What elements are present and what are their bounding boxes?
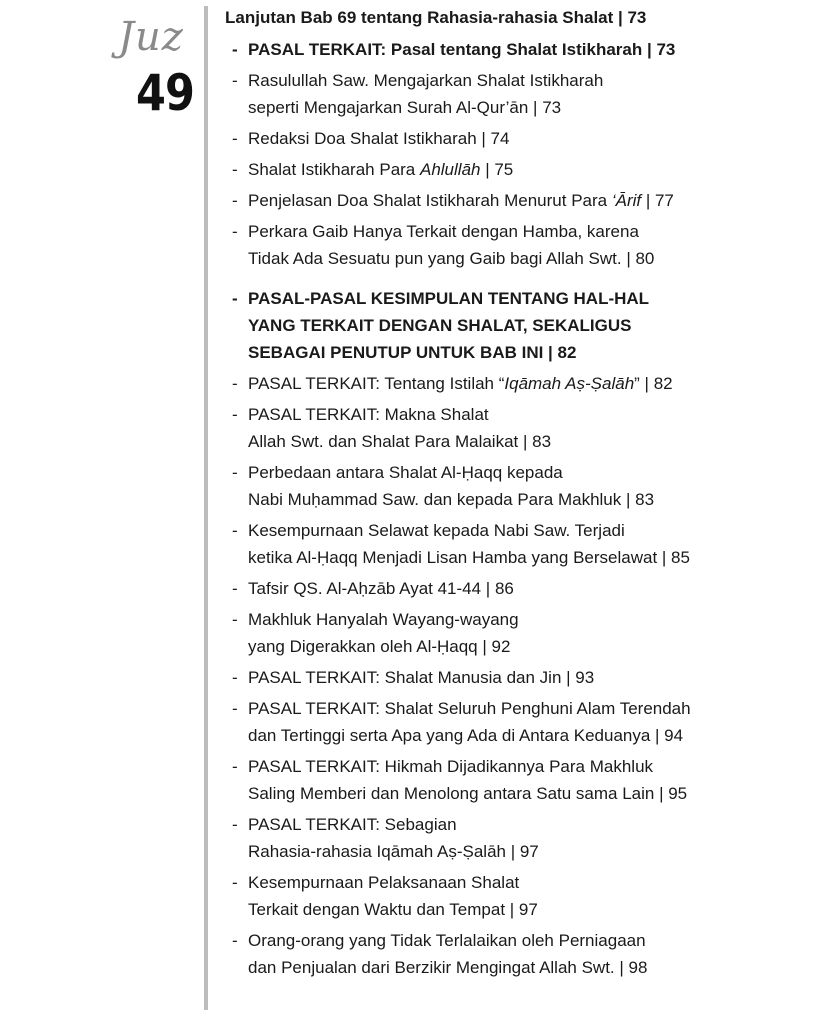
juz-number: 49 [136,64,195,122]
toc-entry-text: yang Digerakkan oleh Al-Ḥaqq | 92 [248,637,511,656]
toc-entry [225,187,825,214]
toc-entry-line [248,459,825,486]
toc-entry-text: Perbedaan antara Shalat Al-Ḥaqq kepada [248,463,563,482]
list-dash: - [232,521,238,540]
list-dash: - [232,931,238,950]
list-dash: - [232,463,238,482]
toc-entry-line [248,312,825,339]
toc-entry [225,869,825,923]
toc-entry [225,459,825,513]
list-dash: - [232,129,238,148]
list-dash: - [232,757,238,776]
toc-entry-line [248,544,825,571]
table-of-contents [225,6,825,985]
toc-entry-text: PASAL TERKAIT: Pasal tentang Shalat Istikharah | 73 [248,40,676,59]
toc-entry-text: PASAL TERKAIT: Sebagian [248,815,457,834]
toc-entry-italic-text: Iqāmah Aṣ-Ṣalāh [504,374,635,393]
toc-entry-text: Orang-orang yang Tidak Terlalaikan oleh Perniagaan [248,931,646,950]
toc-entry [225,67,825,121]
toc-entry-line [248,896,825,923]
list-dash: - [232,222,238,241]
toc-entry-text: Shalat Istikharah Para [248,160,420,179]
toc-entry-text: | 75 [480,160,514,179]
toc-entry-text: Rahasia-rahasia Iqāmah Aṣ-Ṣalāh | 97 [248,842,539,861]
toc-entry-line [248,370,825,397]
toc-entry-line [248,780,825,807]
toc-entry-line [248,36,825,63]
toc-entry-text: Kesempurnaan Selawat kepada Nabi Saw. Terjadi [248,521,625,540]
toc-entry-text: ” | 82 [634,374,673,393]
toc-entry-text: Perkara Gaib Hanya Terkait dengan Hamba, karena [248,222,639,241]
list-dash: - [232,668,238,687]
toc-entry-text: PASAL TERKAIT: Tentang Istilah “ [248,374,505,393]
toc-entry-text: Saling Memberi dan Menolong antara Satu sama Lain | 95 [248,784,688,803]
juz-label: Juz [118,14,184,60]
toc-entry-line [248,285,825,312]
toc-entry [225,401,825,455]
list-dash: - [232,815,238,834]
vertical-divider [204,6,208,1010]
toc-entry-line [248,838,825,865]
toc-entry-text: | 77 [641,191,674,210]
toc-entry-text: Allah Swt. dan Shalat Para Malaikat | 83 [248,432,552,451]
toc-entry-text: Nabi Muḥammad Saw. dan kepada Para Makhluk | 83 [248,490,655,509]
toc-entry-text: Kesempurnaan Pelaksanaan Shalat [248,873,520,892]
toc-entry-line [248,486,825,513]
toc-entry [225,811,825,865]
toc-entry-line [248,606,825,633]
toc-entry-line [248,401,825,428]
list-dash: - [232,873,238,892]
toc-entry-text: seperti Mengajarkan Surah Al-Qur’ān | 73 [248,98,562,117]
list-dash: - [232,699,238,718]
toc-entry [225,36,825,63]
toc-entry-line [248,633,825,660]
toc-entry-line [248,187,825,214]
toc-entry-line [248,575,825,602]
toc-entry [225,370,825,397]
toc-entry-text: ketika Al-Ḥaqq Menjadi Lisan Hamba yang Berselawat | 85 [248,548,690,567]
toc-entry-line [248,428,825,455]
list-dash: - [232,579,238,598]
toc-entry-text: Rasulullah Saw. Mengajarkan Shalat Istikharah [248,71,604,90]
toc-entry-line [248,517,825,544]
toc-entry-text: PASAL TERKAIT: Shalat Seluruh Penghuni Alam Terendah [248,699,691,718]
toc-entry-text: Redaksi Doa Shalat Istikharah | 74 [248,129,510,148]
toc-entry [225,695,825,749]
toc-entry-line [248,753,825,780]
list-dash: - [232,160,238,179]
toc-entry [225,218,825,272]
toc-entry [225,927,825,981]
list-dash: - [232,191,238,210]
toc-entry-line [248,954,825,981]
toc-entry-line [248,722,825,749]
list-dash: - [232,610,238,629]
list-dash: - [232,40,238,59]
toc-entry [225,753,825,807]
toc-entry-line [248,125,825,152]
toc-entry-text: PASAL TERKAIT: Makna Shalat [248,405,489,424]
toc-entry-text: Tidak Ada Sesuatu pun yang Gaib bagi Allah Swt. | 80 [248,249,655,268]
toc-entry-line [248,339,825,366]
toc-entry [225,575,825,602]
toc-entry-text: SEBAGAI PENUTUP UNTUK BAB INI | 82 [248,343,577,362]
list-dash: - [232,289,238,308]
toc-entry-text: YANG TERKAIT DENGAN SHALAT, SEKALIGUS [248,316,632,335]
toc-entry-line [248,156,825,183]
toc-entry-text: dan Penjualan dari Berzikir Mengingat Allah Swt. | 98 [248,958,648,977]
toc-entry-line [248,67,825,94]
list-dash: - [232,405,238,424]
list-dash: - [232,374,238,393]
toc-entry-line [248,927,825,954]
toc-entry [225,156,825,183]
toc-entry [225,125,825,152]
toc-entry-text: Makhluk Hanyalah Wayang-wayang [248,610,519,629]
list-dash: - [232,71,238,90]
toc-entry-text: PASAL-PASAL KESIMPULAN TENTANG HAL-HAL [248,289,650,308]
toc-entry [225,606,825,660]
toc-entry-text: PASAL TERKAIT: Hikmah Dijadikannya Para Makhluk [248,757,654,776]
toc-entry-line [248,664,825,691]
toc-entry-italic-text: ‘Ārif [611,191,642,210]
toc-entry-text: Tafsir QS. Al-Aḥzāb Ayat 41-44 | 86 [248,579,514,598]
toc-entry [225,285,825,366]
toc-entry-line [248,869,825,896]
toc-entry [225,517,825,571]
toc-entry-text: Penjelasan Doa Shalat Istikharah Menurut Para [248,191,612,210]
toc-entry-italic-text: Ahlullāh [419,160,481,179]
toc-entry-text: Terkait dengan Waktu dan Tempat | 97 [248,900,538,919]
toc-list [225,36,825,981]
toc-entry-text: dan Tertinggi serta Apa yang Ada di Antara Keduanya | 94 [248,726,684,745]
toc-entry-line [248,811,825,838]
toc-entry-line [248,94,825,121]
toc-entry-line [248,245,825,272]
toc-entry-line [248,218,825,245]
chapter-heading: Lanjutan Bab 69 tentang Rahasia-rahasia Shalat | 73 [225,8,647,27]
toc-entry-text: PASAL TERKAIT: Shalat Manusia dan Jin | 93 [248,668,595,687]
toc-entry [225,664,825,691]
toc-entry-line [248,695,825,722]
